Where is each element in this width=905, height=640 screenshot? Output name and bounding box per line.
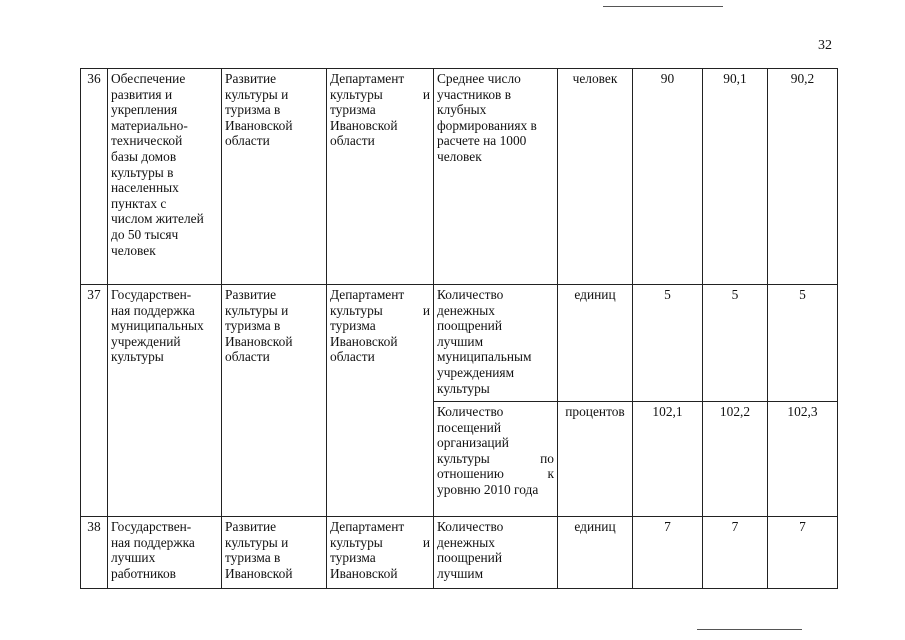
indicator-name <box>434 517 558 589</box>
cell-line: денежных <box>437 534 495 550</box>
cell-line: туризма в <box>225 318 281 334</box>
cell-line: расчете на 1000 <box>437 133 527 149</box>
cell-line: туризма в <box>225 102 281 118</box>
cell-line: технической <box>111 133 183 149</box>
indicator-name <box>434 285 558 402</box>
cell-line: лучшим <box>437 565 484 581</box>
cell-line: Ивановской <box>330 117 398 133</box>
cell-line: туризма в <box>225 550 281 566</box>
cell-line: Ивановской <box>330 565 398 581</box>
unit-of-measure: процентов <box>558 402 633 517</box>
cell-line: области <box>225 133 270 149</box>
value-year-1: 7 <box>633 517 703 589</box>
indicator-name <box>434 69 558 285</box>
cell-line: Количество <box>437 519 504 534</box>
cell-line: культуры в <box>111 164 174 180</box>
cell-line: культуры и <box>225 302 289 318</box>
cell-line: организаций <box>437 435 509 451</box>
cell-line: туризма <box>330 318 376 334</box>
cell-line: туризма <box>330 550 376 566</box>
cell-line: Развитие <box>225 71 277 86</box>
cell-line: до 50 тысяч <box>111 226 179 242</box>
cell-line: культуры и <box>225 534 289 550</box>
cell-line: базы домов <box>111 148 177 164</box>
cell-line: работников <box>111 565 176 581</box>
value-year-2: 7 <box>703 517 768 589</box>
indicator-name <box>434 402 558 517</box>
cell-line: учреждениям <box>437 364 515 380</box>
cell-line: Государствен- <box>111 287 192 302</box>
value-year-2: 90,1 <box>703 69 768 285</box>
cell-line: области <box>225 349 270 365</box>
value-year-1: 5 <box>633 285 703 402</box>
cell-line: ная поддержка <box>111 534 195 550</box>
value-year-3: 102,3 <box>768 402 838 517</box>
cell-line: Количество <box>437 287 504 302</box>
cell-line: Количество <box>437 404 504 419</box>
program-name <box>222 285 327 517</box>
cell-line: лучшим <box>437 333 484 349</box>
cell-line: поощрений <box>437 318 503 334</box>
cell-line: денежных <box>437 302 495 318</box>
unit-of-measure: человек <box>558 69 633 285</box>
cell-line: культуры и <box>330 86 430 102</box>
cell-line: отношению к <box>437 466 554 482</box>
row-number: 36 <box>81 69 108 285</box>
cell-line: поощрений <box>437 550 503 566</box>
value-year-3: 90,2 <box>768 69 838 285</box>
cell-line: Развитие <box>225 519 277 534</box>
measure-name <box>108 69 222 285</box>
cell-line: муниципальных <box>111 318 204 334</box>
cell-line: материально- <box>111 117 188 133</box>
cell-line: Департамент <box>330 71 405 86</box>
unit-of-measure: единиц <box>558 285 633 402</box>
program-name <box>222 69 327 285</box>
value-year-1: 102,1 <box>633 402 703 517</box>
cell-line: туризма <box>330 102 376 118</box>
table-row <box>81 69 838 285</box>
table-row <box>81 517 838 589</box>
cell-line: Развитие <box>225 287 277 302</box>
cell-line: Ивановской <box>225 333 293 349</box>
value-year-2: 5 <box>703 285 768 402</box>
cell-line: лучших <box>111 550 156 566</box>
cell-line: Среднее число <box>437 71 521 86</box>
cell-line: муниципальным <box>437 349 532 365</box>
cell-line: области <box>330 349 375 365</box>
executor-name <box>327 285 434 517</box>
cell-line: посещений <box>437 419 501 435</box>
cell-line: культуры и <box>330 534 430 550</box>
cell-line: культуры <box>437 380 490 396</box>
cell-line: Ивановской <box>225 565 293 581</box>
cell-line: человек <box>111 242 156 258</box>
cell-line: Государствен- <box>111 519 192 534</box>
table-row <box>81 285 838 402</box>
cell-line: укрепления <box>111 102 178 118</box>
value-year-3: 7 <box>768 517 838 589</box>
row-number: 38 <box>81 517 108 589</box>
cell-line: уровню 2010 года <box>437 481 539 497</box>
cell-line: Ивановской <box>330 333 398 349</box>
cell-line: Департамент <box>330 519 405 534</box>
value-year-3: 5 <box>768 285 838 402</box>
row-number: 37 <box>81 285 108 517</box>
cell-line: Департамент <box>330 287 405 302</box>
cell-line: ная поддержка <box>111 302 195 318</box>
cell-line: области <box>330 133 375 149</box>
cell-line: населенных <box>111 180 179 196</box>
executor-name <box>327 69 434 285</box>
cell-line: культуры <box>111 349 164 365</box>
cell-line: участников в <box>437 86 512 102</box>
scan-mark-bottom <box>697 629 802 630</box>
cell-line: клубных <box>437 102 487 118</box>
measure-name <box>108 517 222 589</box>
cell-line: Обеспечение <box>111 71 186 86</box>
value-year-2: 102,2 <box>703 402 768 517</box>
cell-line: учреждений <box>111 333 181 349</box>
cell-line: человек <box>437 148 482 164</box>
measure-name <box>108 285 222 517</box>
program-name <box>222 517 327 589</box>
cell-line: Ивановской <box>225 117 293 133</box>
value-year-1: 90 <box>633 69 703 285</box>
indicators-table <box>80 68 838 589</box>
unit-of-measure: единиц <box>558 517 633 589</box>
executor-name <box>327 517 434 589</box>
page-number: 32 <box>818 38 832 53</box>
cell-line: формированиях в <box>437 117 537 133</box>
cell-line: культуры по <box>437 450 554 466</box>
cell-line: культуры и <box>330 302 430 318</box>
cell-line: культуры и <box>225 86 289 102</box>
cell-line: пунктах с <box>111 195 167 211</box>
cell-line: развития и <box>111 86 173 102</box>
scan-mark-top <box>603 6 723 7</box>
cell-line: числом жителей <box>111 211 204 227</box>
